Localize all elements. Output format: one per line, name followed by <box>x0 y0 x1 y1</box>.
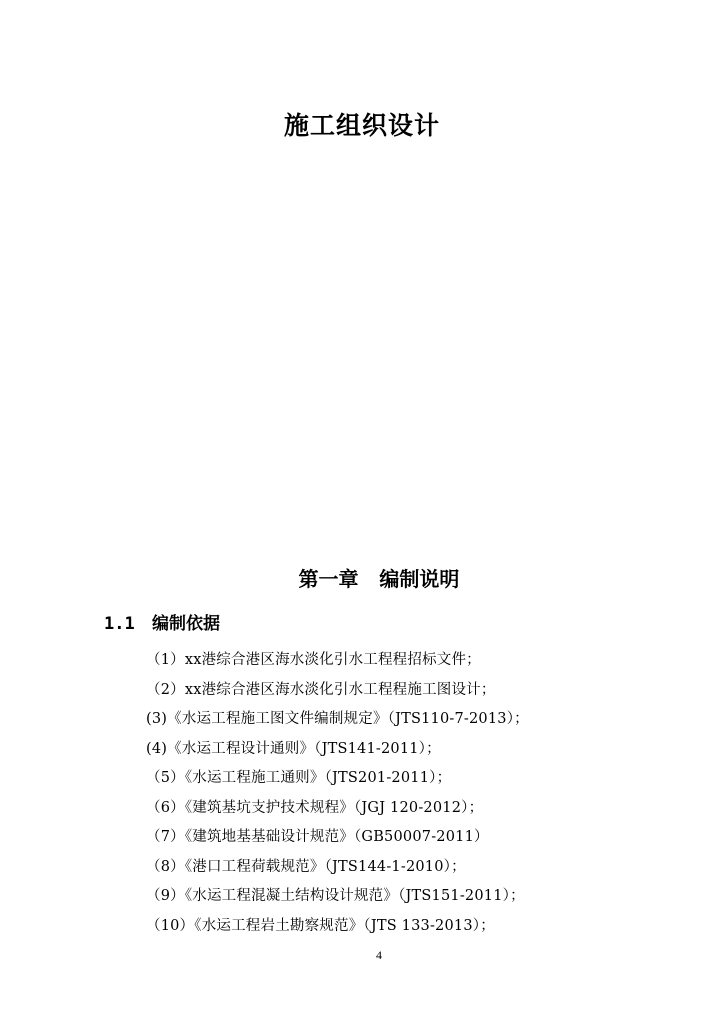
reference-item: （7）《建筑地基基础设计规范》（GB50007-2011） <box>146 829 489 845</box>
page-number: 4 <box>376 948 382 962</box>
reference-item: (3)《水运工程施工图文件编制规定》（JTS110-7-2013）； <box>146 711 529 727</box>
document-title: 施工组织设计 <box>283 111 440 140</box>
reference-item: （9）《水运工程混凝土结构设计规范》（JTS151-2011）； <box>146 888 525 904</box>
section-heading <box>104 609 220 634</box>
reference-item: （6）《建筑基坑支护技术规程》（JGJ 120-2012）； <box>146 799 484 816</box>
reference-item: （1）xx港综合港区海水淡化引水工程程招标文件； <box>146 652 481 668</box>
reference-item: （10）《水运工程岩土勘察规范》（JTS 133-2013）； <box>146 917 495 934</box>
section-title-text: 编制依据 <box>152 614 220 634</box>
reference-item: （2）xx港综合港区海水淡化引水工程程施工图设计； <box>146 681 496 698</box>
reference-item: （8）《港口工程荷载规范》（JTS144-1-2010）； <box>146 858 466 875</box>
section-number: 1.1 <box>104 614 135 634</box>
reference-item: （5）《水运工程施工通则》（JTS201-2011）； <box>146 770 452 786</box>
chapter-title: 第一章 编制说明 <box>298 567 460 591</box>
reference-list <box>146 646 529 941</box>
reference-item: (4)《水运工程设计通则》（JTS141-2011）； <box>146 740 441 757</box>
